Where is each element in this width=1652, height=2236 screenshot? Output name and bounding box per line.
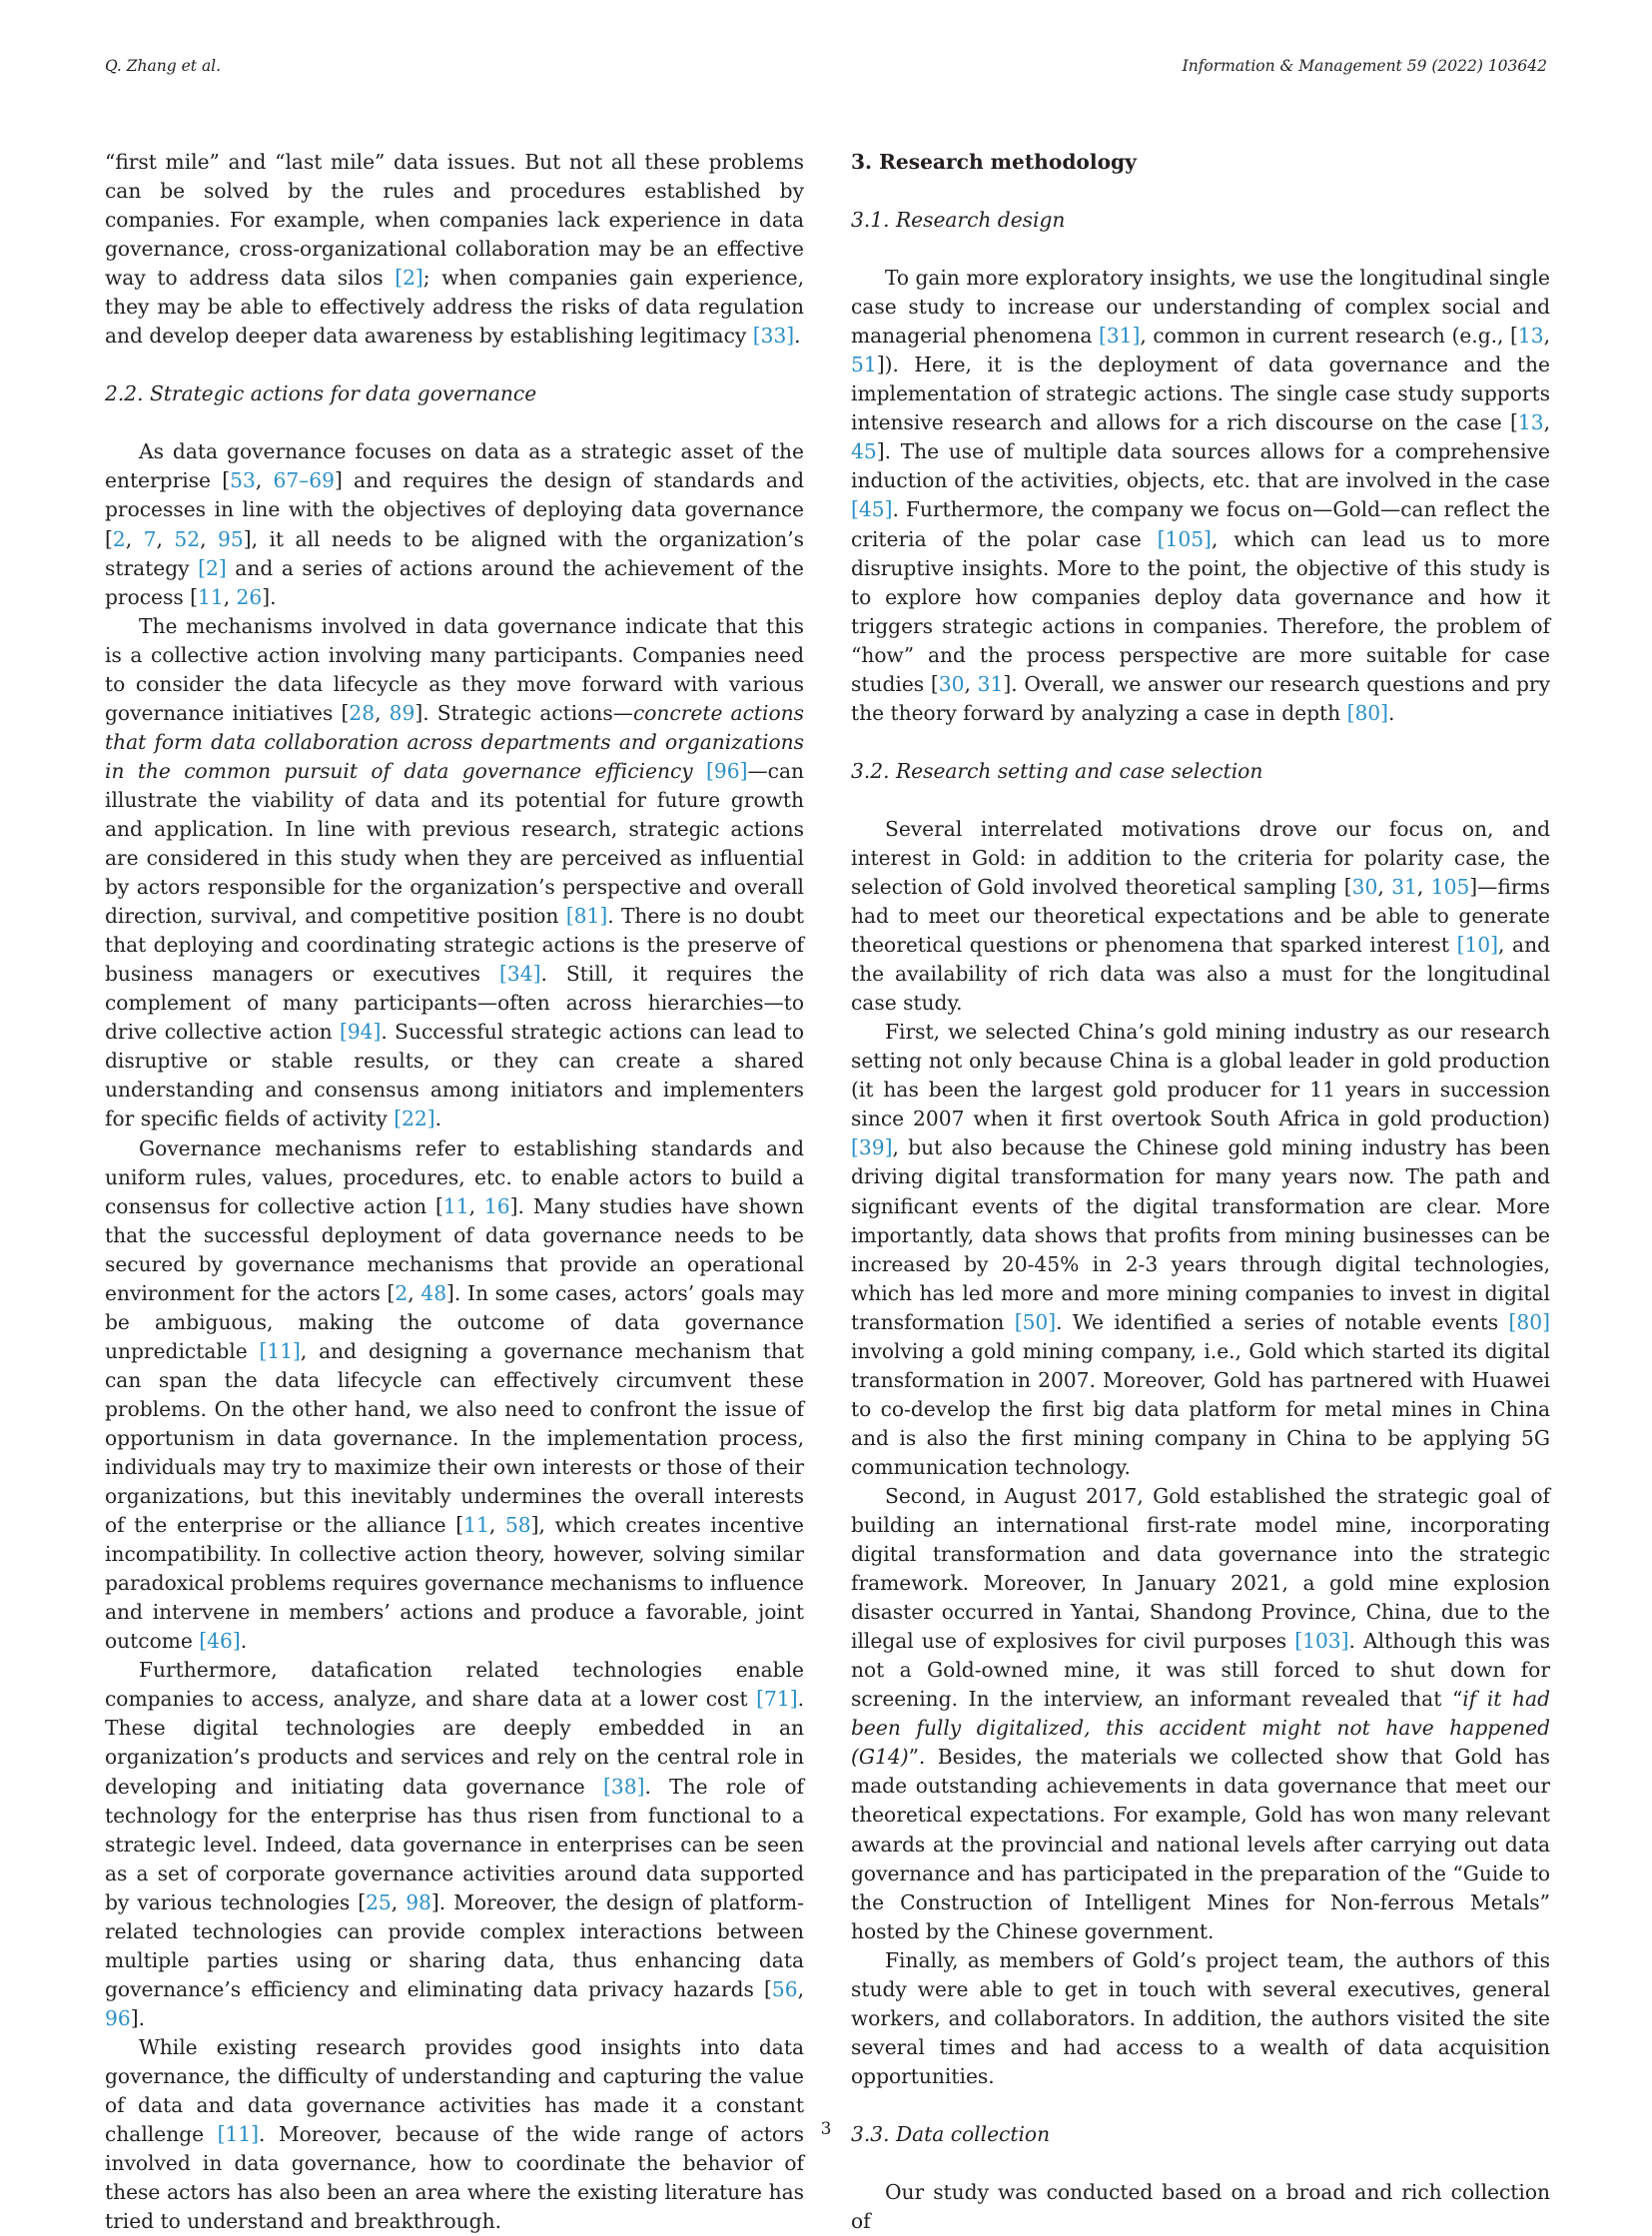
right-column (851, 148, 1550, 2236)
running-header-journal: Information & Management 59 (2022) 103642 (1182, 57, 1547, 75)
citation-link[interactable]: 56 (771, 1976, 798, 2001)
interview-quote: if it had been fully digitalized, this accident might not have happened (G14) (851, 1687, 1550, 1770)
citation-link[interactable]: [103] (1294, 1629, 1349, 1654)
paragraph: As data governance focuses on data as a strategic asset of the enterprise [53, 67–69] and requires the design of standards and processes in line with the objectives of deploying data governance [2, 7, 52, 95], it all needs to be aligned with the organization’s strategy [2] and a series of actions around the achievement of the process [11, 26]. (105, 439, 804, 609)
citation-link[interactable]: 7 (143, 526, 157, 551)
citation-link[interactable]: [105] (1157, 526, 1212, 551)
citation-link[interactable]: [11] (259, 1338, 301, 1363)
citation-link[interactable]: [45] (851, 497, 893, 522)
left-column (105, 148, 804, 2236)
citation-link[interactable]: 95 (217, 526, 244, 551)
citation-link[interactable]: 2 (112, 526, 126, 551)
paragraph: First, we selected China’s gold mining industry as our research setting not only because China is a global leader in gold production (it has been the largest gold producer for 11 years in succession since 2007 when it first overtook South Africa in gold production) [39], but also because the Chinese gold mining industry has been driving digital transformation for many years now. The path and significant events of the digital transformation are clear. More importantly, data shows that profits from mining businesses can be increased by 20-45% in 2-3 years through digital technologies, which has led more and more mining companies to invest in digital transformation [50]. We identified a series of notable events [80] involving a gold mining company, i.e., Gold which started its digital transformation in 2007. Moreover, Gold has partnered with Huawei to co-develop the first big data platform for metal mines in China and is also the first mining company in China to be applying 5G communication technology. (851, 1020, 1550, 1479)
citation-link[interactable]: 48 (420, 1280, 447, 1305)
citation-link[interactable]: 28 (349, 700, 376, 725)
subsection-heading-2-2: 2.2. Strategic actions for data governance (105, 381, 537, 406)
paragraph: Our study was conducted based on a broad and rich collection of (851, 2180, 1550, 2234)
citation-link[interactable]: 45 (851, 439, 877, 464)
citation-link[interactable]: 30 (938, 671, 965, 696)
citation-link[interactable]: [34] (499, 962, 541, 987)
citation-link[interactable]: 98 (406, 1889, 431, 1914)
paragraph: Finally, as members of Gold’s project team, the authors of this study were able to get in touch with several executives, general workers, and collaborators. In addition, the authors visited the site several times and had access to a wealth of data acquisition opportunities. (851, 1947, 1550, 2088)
citation-link[interactable]: [94] (339, 1020, 382, 1045)
paragraph: Second, in August 2017, Gold established the strategic goal of building an international first-rate model mine, incorporating digital transformation and data governance into the strategic framework. Moreover, In January 2021, a gold mine explosion disaster occurred in Yantai, Shandong Province, China, due to the illegal use of explosives for civil purposes [103]. Although this was not a Gold-owned mine, it was still forced to shut down for screening. In the interview, an informant revealed that “if it had been fully digitalized, this accident might not have happened (G14)”. Besides, the materials we collected show that Gold has made outstanding achievements in data governance that meet our theoretical expectations. For example, Gold has won many relevant awards at the provincial and national levels after carrying out data governance and has participated in the preparation of the “Guide to the Construction of Intelligent Mines for Non-ferrous Metals” hosted by the Chinese government. (851, 1483, 1550, 1943)
citation-link[interactable]: 53 (230, 468, 256, 493)
citation-link[interactable]: 51 (851, 353, 877, 377)
citation-link[interactable]: [2] (198, 555, 227, 580)
citation-link[interactable]: 2 (395, 1280, 409, 1305)
citation-link[interactable]: [31] (1098, 324, 1141, 349)
citation-link[interactable]: 58 (504, 1513, 531, 1538)
subsection-heading-3-1: 3.1. Research design (851, 208, 1066, 233)
emphasized-definition: concrete actions that form data collaboration across departments and organizations in the common pursuit of data governance efficiency (105, 700, 804, 783)
citation-link[interactable]: 31 (977, 671, 1004, 696)
citation-link[interactable]: 25 (366, 1889, 392, 1914)
citation-link[interactable]: 11 (463, 1513, 489, 1538)
paragraph: To gain more exploratory insights, we use the longitudinal single case study to increase our understanding of complex social and managerial phenomena [31], common in current research (e.g., [13, 51]). Here, it is the deployment of data governance and the implementation of strategic actions. The single case study supports intensive research and allows for a rich discourse on the case [13, 45]. The use of multiple data sources allows for a comprehensive induction of the activities, objects, etc. that are involved in the case [45]. Furthermore, the company we focus on—Gold—can reflect the criteria of the polar case [105], which can lead us to more disruptive insights. More to the point, the objective of this study is to explore how companies deploy data governance and how it triggers strategic actions in companies. Therefore, the problem of “how” and the process perspective are more suitable for case studies [30, 31]. Overall, we answer our research questions and pry the theory forward by analyzing a case in depth [80]. (851, 266, 1551, 725)
citation-link[interactable]: 30 (1351, 874, 1378, 899)
citation-link[interactable]: [22] (394, 1107, 435, 1131)
citation-link[interactable]: 31 (1391, 874, 1417, 899)
subsection-heading-3-3: 3.3. Data collection (851, 2121, 1051, 2146)
citation-link[interactable]: 11 (442, 1193, 469, 1218)
citation-link[interactable]: [80] (1346, 700, 1389, 725)
citation-link[interactable]: [2] (395, 266, 423, 291)
citation-link[interactable]: 16 (483, 1193, 510, 1218)
citation-link[interactable]: [33] (752, 324, 795, 349)
running-header-authors: Q. Zhang et al. (105, 57, 222, 75)
citation-link[interactable]: [71] (756, 1687, 798, 1712)
subsection-heading-3-2: 3.2. Research setting and case selection (851, 758, 1263, 783)
citation-link[interactable]: 52 (174, 526, 201, 551)
citation-link[interactable]: 13 (1517, 324, 1544, 349)
citation-link[interactable]: 105 (1430, 874, 1470, 899)
paragraph: Furthermore, datafication related technologies enable companies to access, analyze, and share data at a lower cost [71]. These digital technologies are deeply embedded in an organization’s products and services and rely on the central role in developing and initiating data governance [38]. The role of technology for the enterprise has thus risen from functional to a strategic level. Indeed, data governance in enterprises can be seen as a set of corporate governance activities around data supported by various technologies [25, 98]. Moreover, the design of platform-related technologies can provide complex interactions between multiple parties using or sharing data, thus enhancing data governance’s efficiency and eliminating data privacy hazards [56, 96]. (105, 1658, 805, 2030)
citation-link[interactable]: 67–69 (273, 468, 335, 493)
section-heading-3: 3. Research methodology (851, 150, 1137, 174)
citation-link[interactable]: 11 (198, 584, 224, 609)
citation-link[interactable]: [81] (565, 904, 608, 929)
citation-link[interactable]: 26 (236, 584, 263, 609)
paragraph: The mechanisms involved in data governance indicate that this is a collective action involving many participants. Companies need to consider the data lifecycle as they move forward with various governance initiatives [28, 89]. Strategic actions—concrete actions that form data collaboration across departments and organizations in the common pursuit of data governance efficiency [96]—can illustrate the viability of data and its potential for future growth and application. In line with previous research, strategic actions are considered in this study when they are perceived as influential by actors responsible for the organization’s perspective and overall direction, survival, and competitive position [81]. There is no doubt that deploying and coordinating strategic actions is the preserve of business managers or executives [34]. Still, it requires the complement of many participants—often across hierarchies—to drive collective action [94]. Successful strategic actions can lead to disruptive or stable results, or they can create a shared understanding and consensus among initiators and implementers for specific fields of activity [22]. (105, 613, 805, 1131)
citation-link[interactable]: [10] (1456, 933, 1499, 958)
citation-link[interactable]: [39] (851, 1135, 893, 1160)
paragraph: While existing research provides good insights into data governance, the difficulty of understanding and capturing the value of data and data governance activities has made it a constant challenge [11]. Moreover, because of the wide range of actors involved in data governance, how to coordinate the behavior of these actors has also been an area where the existing literature has tried to understand and breakthrough. (105, 2034, 804, 2234)
citation-link[interactable]: [11] (217, 2122, 260, 2147)
citation-link[interactable]: 96 (105, 2005, 131, 2030)
page-number: 3 (820, 2119, 832, 2139)
citation-link[interactable]: [80] (1508, 1309, 1550, 1334)
citation-link[interactable]: 13 (1517, 410, 1544, 435)
citation-link[interactable]: [38] (603, 1774, 645, 1799)
citation-link[interactable]: [46] (199, 1629, 241, 1654)
citation-link[interactable]: [96] (706, 758, 748, 783)
citation-link[interactable]: [50] (1014, 1309, 1057, 1334)
citation-link[interactable]: 89 (389, 700, 415, 725)
paragraph: Several interrelated motivations drove our focus on, and interest in Gold: in addition to the criteria for polarity case, the selection of Gold involved theoretical sampling [30, 31, 105]—firms had to meet our theoretical expectations and be able to generate theoretical questions or phenomena that sparked interest [10], and the availability of rich data was also a must for the longitudinal case study. (851, 816, 1551, 1016)
paragraph: Governance mechanisms refer to establishing standards and uniform rules, values, procedures, etc. to enable actors to build a consensus for collective action [11, 16]. Many studies have shown that the successful deployment of data governance needs to be secured by governance mechanisms that provide an operational environment for the actors [2, 48]. In some cases, actors’ goals may be ambiguous, making the outcome of data governance unpredictable [11], and designing a governance mechanism that can span the data lifecycle can effectively circumvent these problems. On the other hand, we also need to confront the issue of opportunism in data governance. In the implementation process, individuals may try to maximize their own interests or those of their organizations, but this inevitably undermines the overall interests of the enterprise or the alliance [11, 58], which creates incentive incompatibility. In collective action theory, however, solving similar paradoxical problems requires governance mechanisms to influence and intervene in members’ actions and produce a favorable, joint outcome [46]. (105, 1135, 804, 1654)
paragraph-continued: “first mile” and “last mile” data issues. But not all these problems can be solved by the rules and procedures established by companies. For example, when companies lack experience in data governance, cross-organizational collaboration may be an effective way to address data silos [2]; when companies gain experience, they may be able to effectively address the risks of data regulation and develop deeper data awareness by establishing legitimacy [33]. (105, 150, 804, 349)
